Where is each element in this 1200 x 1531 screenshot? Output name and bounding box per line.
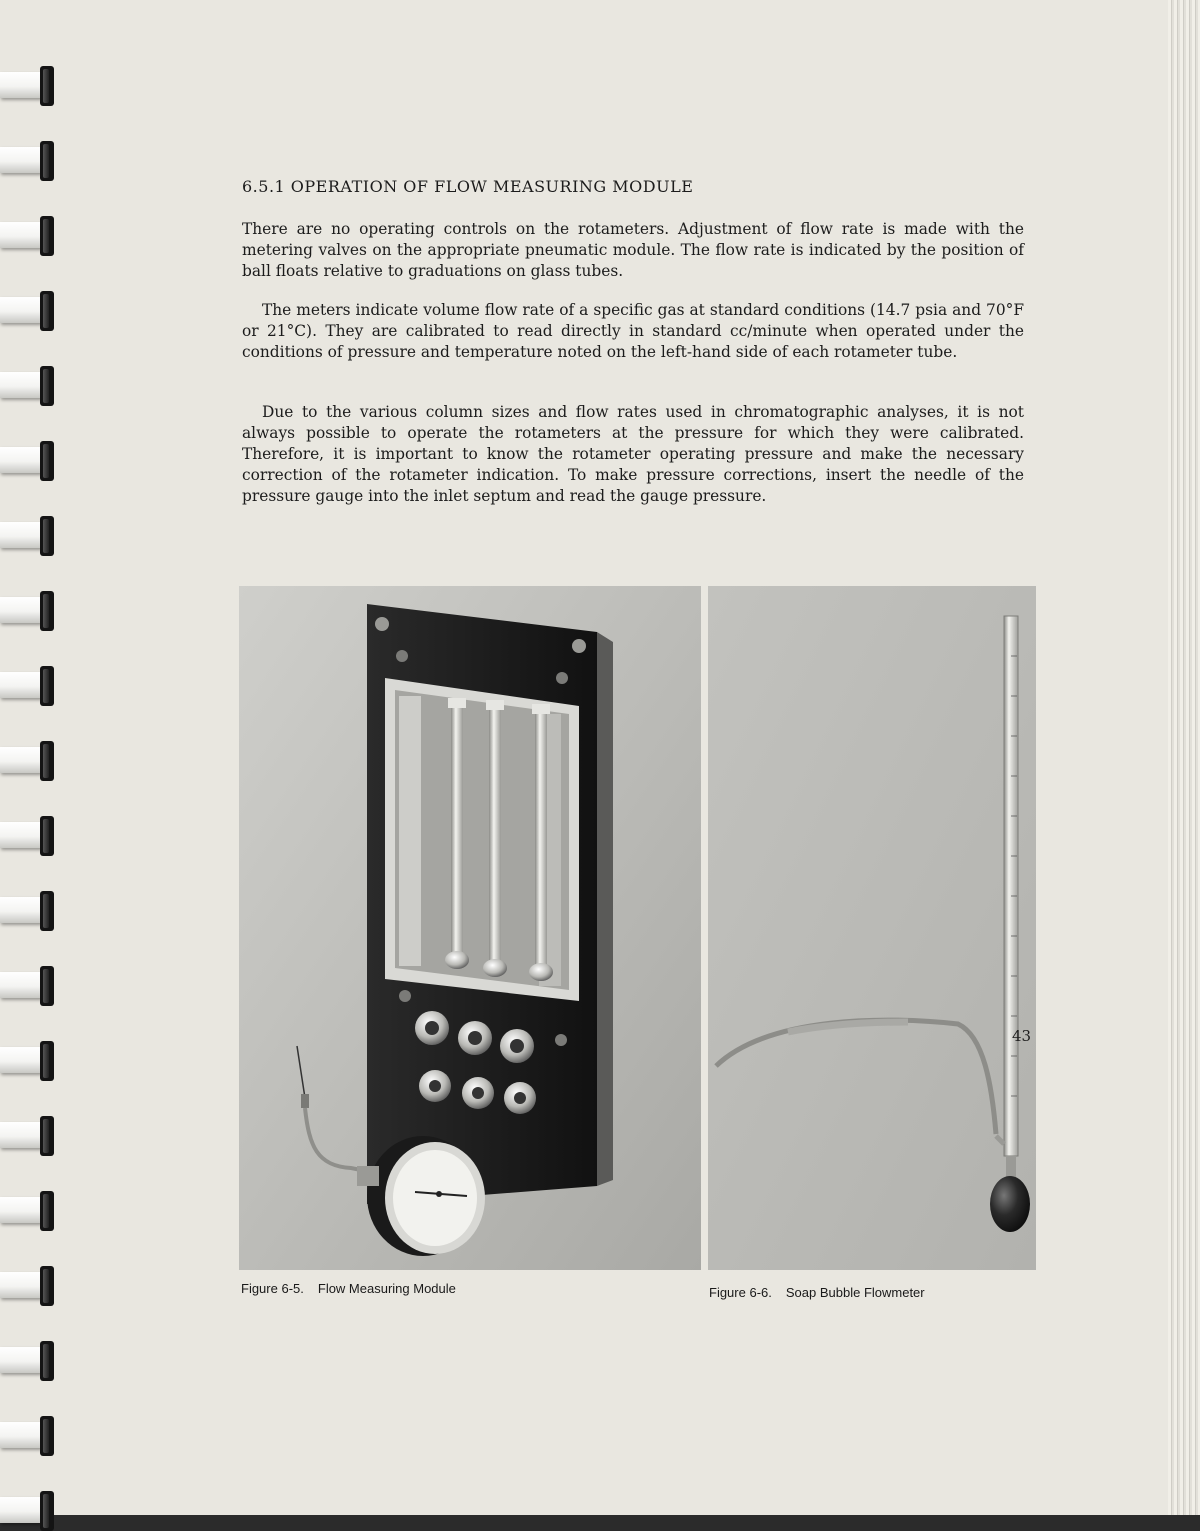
binding-ring xyxy=(0,441,62,481)
binding-ring xyxy=(0,1341,62,1381)
soap-bubble-flowmeter-illustration xyxy=(708,586,1036,1270)
binding-ring xyxy=(0,1116,62,1156)
binding-ring xyxy=(0,891,62,931)
page-number: 43 xyxy=(1012,1027,1032,1045)
binding-ring xyxy=(0,966,62,1006)
binding-ring xyxy=(0,1191,62,1231)
binding-ring-post xyxy=(40,1191,54,1231)
figure-6-6-number: Figure 6-6. xyxy=(709,1285,772,1300)
binding-ring xyxy=(0,741,62,781)
binding-ring xyxy=(0,666,62,706)
paragraph-3: Due to the various column sizes and flow rates used in chromatographic analyses, it is not always possible to operate the rotameters at the pressure for which they were calibrated. Therefore, it is important to know the rotameter operating pressure and make the necessary correction of the rotameter indication. To make pressure corrections, insert the needle of the pressure gauge into the inlet septum and read the gauge pressure. xyxy=(242,403,1024,505)
binding-ring-post xyxy=(40,291,54,331)
binding-ring-post xyxy=(40,1116,54,1156)
binding-ring-post xyxy=(40,1491,54,1531)
figure-6-5-title: Flow Measuring Module xyxy=(317,1281,456,1296)
binding-ring xyxy=(0,141,62,181)
figure-flow-measuring-module-photo xyxy=(239,586,701,1270)
spiral-binding xyxy=(0,0,70,1515)
binding-ring-post xyxy=(40,1416,54,1456)
binding-ring-post xyxy=(40,891,54,931)
binding-ring xyxy=(0,591,62,631)
binding-ring-post xyxy=(40,441,54,481)
binding-ring-post xyxy=(40,966,54,1006)
paragraph-1: There are no operating controls on the rotameters. Adjustment of flow rate is made with the metering valves on the appropriate pneumatic module. The flow rate is indicated by the position of ball floats relative to graduations on glass tubes. xyxy=(242,220,1024,280)
figure-6-5-caption xyxy=(241,1281,456,1296)
binding-ring xyxy=(0,516,62,556)
page-edge-stack xyxy=(1168,0,1200,1515)
flow-measuring-module-illustration xyxy=(239,586,701,1270)
binding-ring-post xyxy=(40,516,54,556)
figure-6-6-title: Soap Bubble Flowmeter xyxy=(785,1285,925,1300)
binding-ring-post xyxy=(40,591,54,631)
binding-ring-post xyxy=(40,141,54,181)
binding-ring-post xyxy=(40,741,54,781)
binding-ring-post xyxy=(40,216,54,256)
figure-6-6-caption xyxy=(709,1285,925,1300)
binding-ring-post xyxy=(40,1266,54,1306)
section-heading: 6.5.1 OPERATION OF FLOW MEASURING MODULE xyxy=(242,177,694,196)
binding-ring-post xyxy=(40,666,54,706)
binding-ring-post xyxy=(40,1041,54,1081)
binding-ring xyxy=(0,366,62,406)
binding-ring xyxy=(0,291,62,331)
binding-ring-post xyxy=(40,1341,54,1381)
binding-ring xyxy=(0,1266,62,1306)
binding-ring-post xyxy=(40,816,54,856)
binding-ring-post xyxy=(40,66,54,106)
binding-ring xyxy=(0,66,62,106)
figure-6-5-number: Figure 6-5. xyxy=(241,1281,304,1296)
binding-ring xyxy=(0,1416,62,1456)
binding-ring xyxy=(0,1041,62,1081)
paragraph-2: The meters indicate volume flow rate of a specific gas at standard conditions (14.7 psia and 70°F or 21°C). They are calibrated to read directly in standard cc/minute when operated under the conditions of pressure and temperature noted on the left-hand side of each rotameter tube. xyxy=(242,301,1024,361)
binding-ring xyxy=(0,216,62,256)
binding-ring xyxy=(0,816,62,856)
binding-ring-post xyxy=(40,366,54,406)
figure-soap-bubble-flowmeter-photo xyxy=(708,586,1036,1270)
binding-ring xyxy=(0,1491,62,1531)
